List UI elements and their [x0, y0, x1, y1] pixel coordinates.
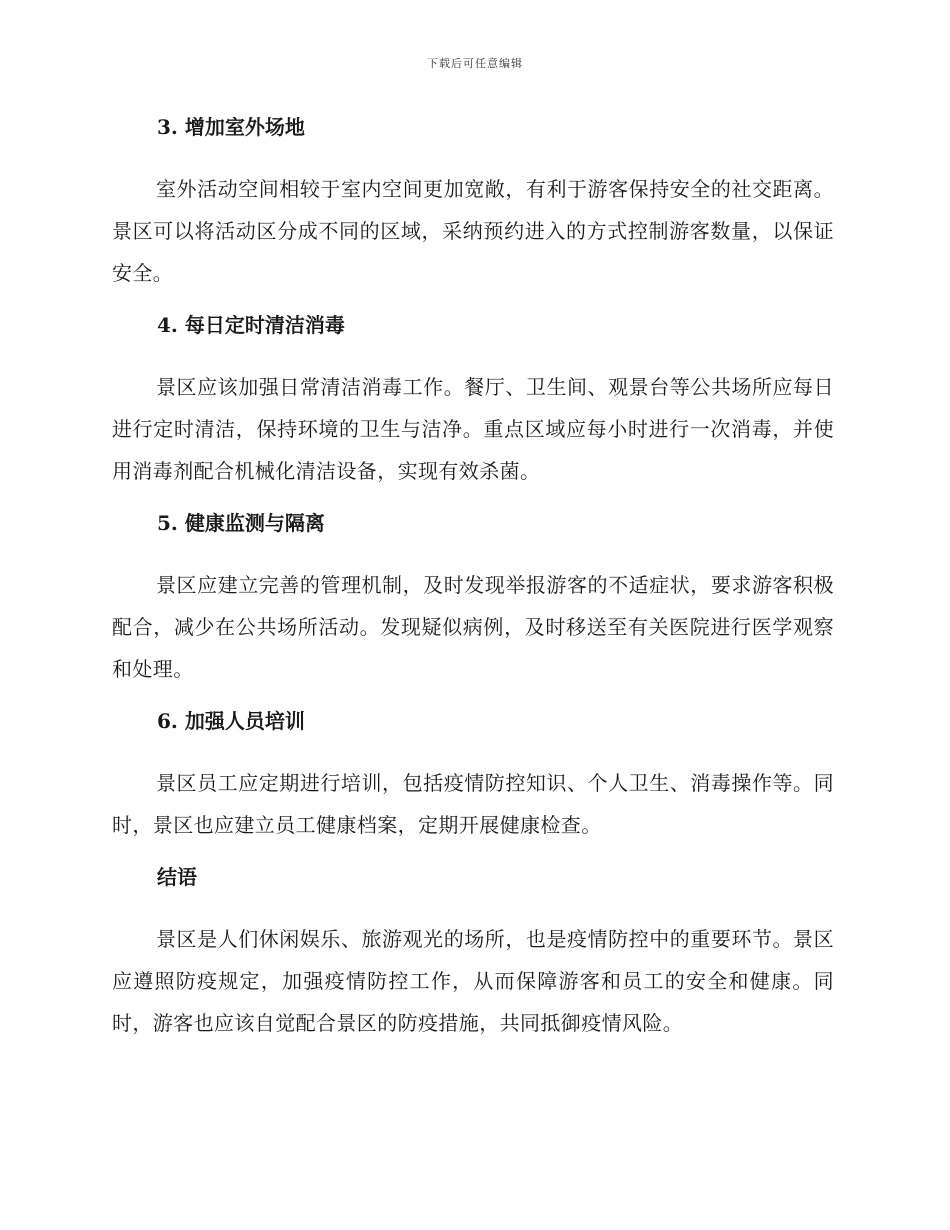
section-outdoor-space: [112, 108, 834, 294]
document-body: [112, 108, 834, 1056]
section-heading: 结语: [157, 865, 197, 889]
page-header: 下载后可任意编辑: [427, 57, 523, 70]
section-heading: 5. 健康监测与隔离: [157, 511, 325, 535]
section-heading: 4. 每日定时清洁消毒: [157, 313, 345, 337]
section-heading: 6. 加强人员培训: [157, 709, 305, 733]
section-health-monitoring: [112, 504, 834, 690]
section-paragraph: 景区员工应定期进行培训，包括疫情防控知识、个人卫生、消毒操作等。同时，景区也应建立员工健康档案，定期开展健康检查。: [112, 771, 834, 837]
section-heading: 3. 增加室外场地: [157, 115, 305, 139]
section-paragraph: 景区应建立完善的管理机制，及时发现举报游客的不适症状，要求游客积极配合，减少在公共场所活动。发现疑似病例，及时移送至有关医院进行医学观察和处理。: [112, 573, 834, 681]
section-paragraph: 景区是人们休闲娱乐、旅游观光的场所，也是疫情防控中的重要环节。景区应遵照防疫规定，加强疫情防控工作，从而保障游客和员工的安全和健康。同时，游客也应该自觉配合景区的防疫措施，共同抵御疫情风险。: [112, 927, 834, 1035]
section-daily-disinfection: [112, 306, 834, 492]
section-paragraph: 景区应该加强日常清洁消毒工作。餐厅、卫生间、观景台等公共场所应每日进行定时清洁，保持环境的卫生与洁净。重点区域应每小时进行一次消毒，并使用消毒剂配合机械化清洁设备，实现有效杀菌。: [112, 375, 834, 483]
section-conclusion: [112, 858, 834, 1044]
section-staff-training: [112, 702, 834, 846]
section-paragraph: 室外活动空间相较于室内空间更加宽敞，有利于游客保持安全的社交距离。景区可以将活动区分成不同的区域，采纳预约进入的方式控制游客数量，以保证安全。: [112, 177, 834, 285]
